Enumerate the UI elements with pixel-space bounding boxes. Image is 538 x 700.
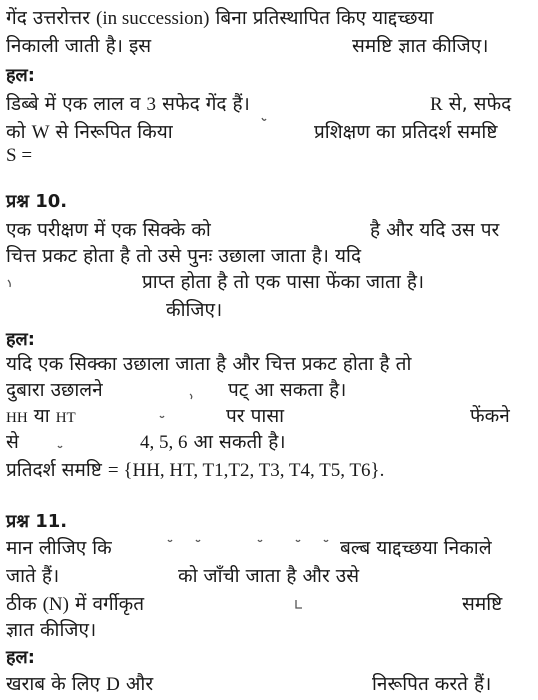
text-segment: प्रशिक्षण का प्रतिदर्श समष्टि: [314, 121, 498, 143]
text-segment: या: [33, 405, 50, 427]
text-line: दुबारा उछालने: [6, 379, 103, 401]
text-segment: बिना प्रतिस्थापित किए याद्दच्छया: [215, 7, 434, 29]
text-segment: से, सफेद: [448, 93, 512, 115]
question-heading: प्रश्न 10.: [6, 191, 68, 212]
text-line: [352, 34, 488, 58]
text-segment: ठीक: [6, 593, 37, 615]
text-segment: से निरूपित किया: [55, 121, 173, 143]
text-segment: समष्टि ज्ञात कीजिए।: [352, 35, 489, 57]
text-segment: में वर्गीकृत: [75, 593, 145, 615]
text-line: [430, 92, 511, 117]
stray-mark: [258, 540, 262, 542]
text-line: [6, 34, 151, 58]
text-line: चित्त प्रकट होता है तो उसे पुनः उछाला जाता है। यदि: [6, 245, 362, 267]
text-line: [6, 404, 76, 430]
text-line: से: [6, 431, 19, 453]
stray-mark: [196, 540, 200, 542]
stray-mark: [168, 540, 172, 542]
stray-mark: [58, 446, 62, 448]
text-segment: D: [106, 674, 120, 695]
text-line: [370, 218, 499, 242]
text-line: [6, 218, 211, 242]
text-segment: (N): [42, 594, 69, 615]
text-segment: HH: [6, 410, 28, 426]
text-segment: गेंद उत्तरोत्तर: [6, 7, 90, 29]
text-segment: 4, 5, 6: [140, 432, 188, 453]
text-segment: W: [31, 122, 50, 143]
stray-mark: [8, 280, 10, 287]
text-segment: 3: [146, 94, 157, 115]
text-line: [140, 430, 286, 455]
text-segment: प्रतिदर्श समष्टि: [6, 459, 102, 481]
stray-mark: [324, 540, 328, 542]
text-line: [6, 6, 433, 31]
text-segment: डिब्बे में एक लाल व: [6, 93, 141, 115]
stray-mark: [262, 118, 266, 120]
text-line: [6, 92, 250, 117]
text-segment: है और यदि उस पर: [370, 219, 500, 241]
stray-mark: [296, 600, 302, 608]
question-heading: प्रश्न 11.: [6, 511, 68, 532]
text-line: [6, 592, 144, 617]
text-line: कीजिए।: [166, 299, 223, 321]
text-line: [6, 672, 153, 697]
text-segment: आ सकती है।: [193, 431, 286, 453]
text-line: [6, 120, 173, 145]
text-segment: (in succession): [96, 8, 210, 29]
text-line: प्राप्त होता है तो एक पासा फेंका जाता है।: [142, 271, 425, 293]
text-line: ज्ञात कीजिए।: [6, 619, 97, 641]
text-line: [6, 458, 384, 483]
stray-mark: [296, 540, 300, 542]
text-line: फेंकने: [470, 405, 510, 427]
solution-heading: हल:: [6, 647, 35, 668]
text-segment: सफेद गेंद हैं।: [162, 93, 250, 115]
text-line: को जाँची जाता है और उसे: [178, 565, 360, 587]
text-line: जाते हैं।: [6, 565, 60, 587]
text-line: S =: [6, 145, 33, 166]
text-line: मान लीजिए कि: [6, 537, 112, 559]
text-segment: को: [6, 121, 26, 143]
text-segment: निकाली जाती है। इस: [6, 35, 152, 57]
text-line: [314, 120, 497, 144]
text-segment: R: [430, 94, 443, 115]
text-line: बल्ब याद्दच्छया निकाले: [340, 537, 492, 559]
solution-heading: हल:: [6, 329, 35, 350]
solution-heading: हल:: [6, 65, 35, 86]
text-line: निरूपित करते हैं।: [372, 673, 492, 695]
text-line: पर पासा: [226, 405, 285, 427]
sample-space-formula: = {HH, HT, T1,T2, T3, T4, T5, T6}.: [107, 460, 385, 481]
text-segment: खराब के लिए: [6, 673, 101, 695]
text-line: समष्टि: [462, 593, 503, 615]
stray-mark: [190, 394, 192, 399]
stray-mark: [160, 416, 164, 418]
text-segment: HT: [55, 410, 76, 426]
text-line: यदि एक सिक्का उछाला जाता है और चित्त प्रकट होता है तो: [6, 353, 412, 375]
text-segment: और: [125, 673, 154, 695]
text-line: पट् आ सकता है।: [228, 379, 347, 401]
text-segment: एक परीक्षण में एक सिक्के को: [6, 219, 211, 241]
